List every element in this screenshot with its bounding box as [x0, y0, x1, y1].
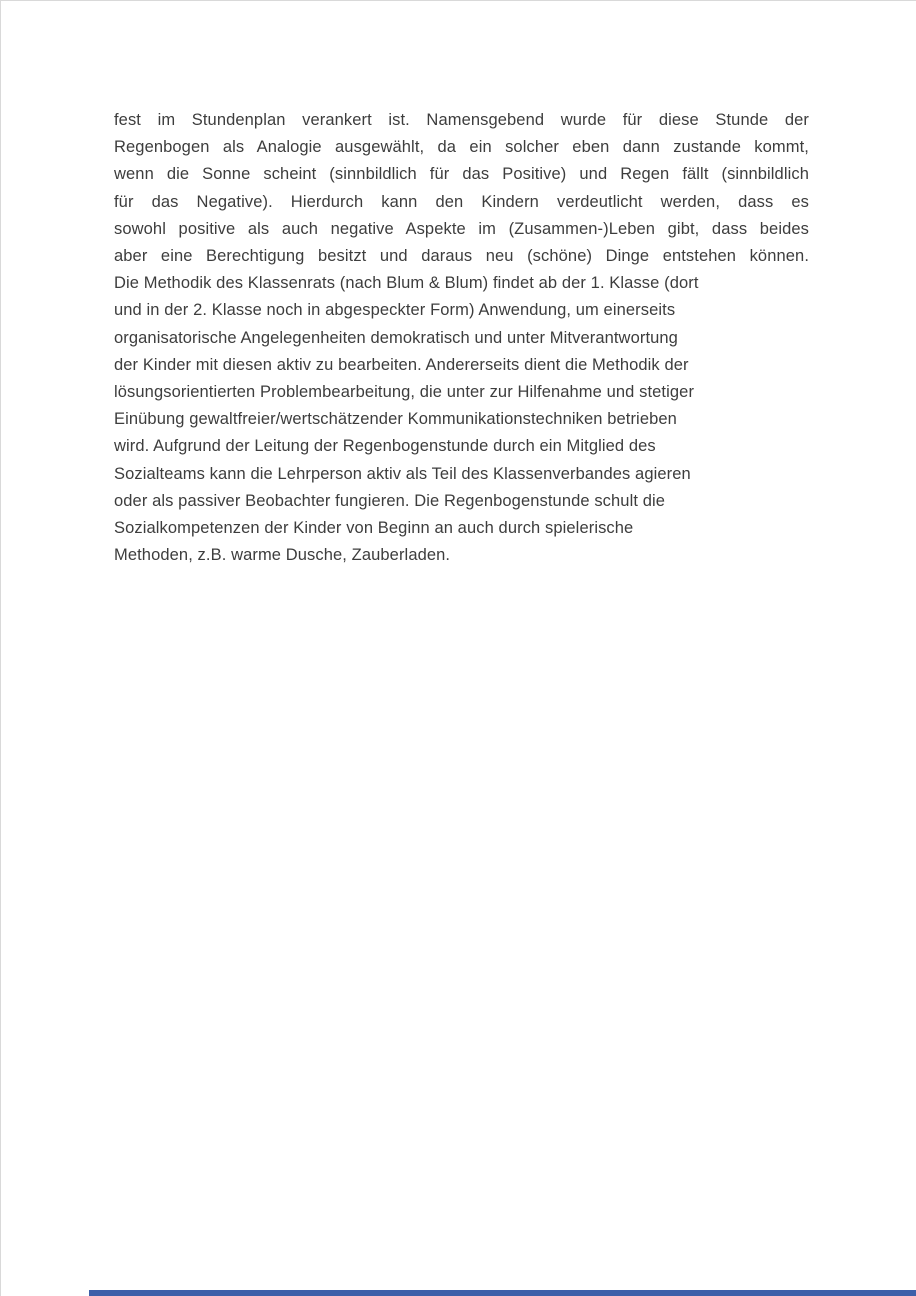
paragraph-line: wenn die Sonne scheint (sinnbildlich für das Positive) und Regen fällt (sinnbildlich	[114, 165, 809, 184]
paragraph-line: Die Methodik des Klassenrats (nach Blum & Blum) findet ab der 1. Klasse (dort	[114, 274, 699, 293]
paragraph-line: Sozialkompetenzen der Kinder von Beginn an auch durch spielerische	[114, 519, 634, 538]
paragraph-line: und in der 2. Klasse noch in abgespeckter Form) Anwendung, um einerseits	[114, 301, 676, 320]
paragraph-text-block	[114, 107, 809, 569]
paragraph-line: fest im Stundenplan verankert ist. Namensgebend wurde für diese Stunde der	[114, 111, 809, 129]
paragraph-line: organisatorische Angelegenheiten demokratisch und unter Mitverantwortung	[114, 328, 678, 347]
page-bottom-bar	[89, 1290, 916, 1296]
paragraph-line: aber eine Berechtigung besitzt und daraus neu (schöne) Dinge entstehen können.	[114, 247, 809, 266]
paragraph-line: wird. Aufgrund der Leitung der Regenbogenstunde durch ein Mitglied des	[114, 437, 656, 456]
paragraph-line: oder als passiver Beobachter fungieren. Die Regenbogenstunde schult die	[114, 491, 666, 510]
paragraph-line: der Kinder mit diesen aktiv zu bearbeiten. Andererseits dient die Methodik der	[114, 355, 689, 374]
paragraph-line: sowohl positive als auch negative Aspekte im (Zusammen-)Leben gibt, dass beides	[114, 219, 809, 238]
paragraph-line: Regenbogen als Analogie ausgewählt, da ein solcher eben dann zustande kommt,	[114, 138, 809, 157]
paragraph-line: für das Negative). Hierdurch kann den Kindern verdeutlicht werden, dass es	[114, 192, 809, 211]
paragraph-line: lösungsorientierten Problembearbeitung, die unter zur Hilfenahme und stetiger	[114, 383, 695, 402]
paragraph-line: Einübung gewaltfreier/wertschätzender Kommunikationstechniken betrieben	[114, 410, 677, 429]
paragraph-line: Methoden, z.B. warme Dusche, Zauberladen.	[114, 546, 451, 565]
paragraph-line: Sozialteams kann die Lehrperson aktiv als Teil des Klassenverbandes agieren	[114, 464, 691, 483]
